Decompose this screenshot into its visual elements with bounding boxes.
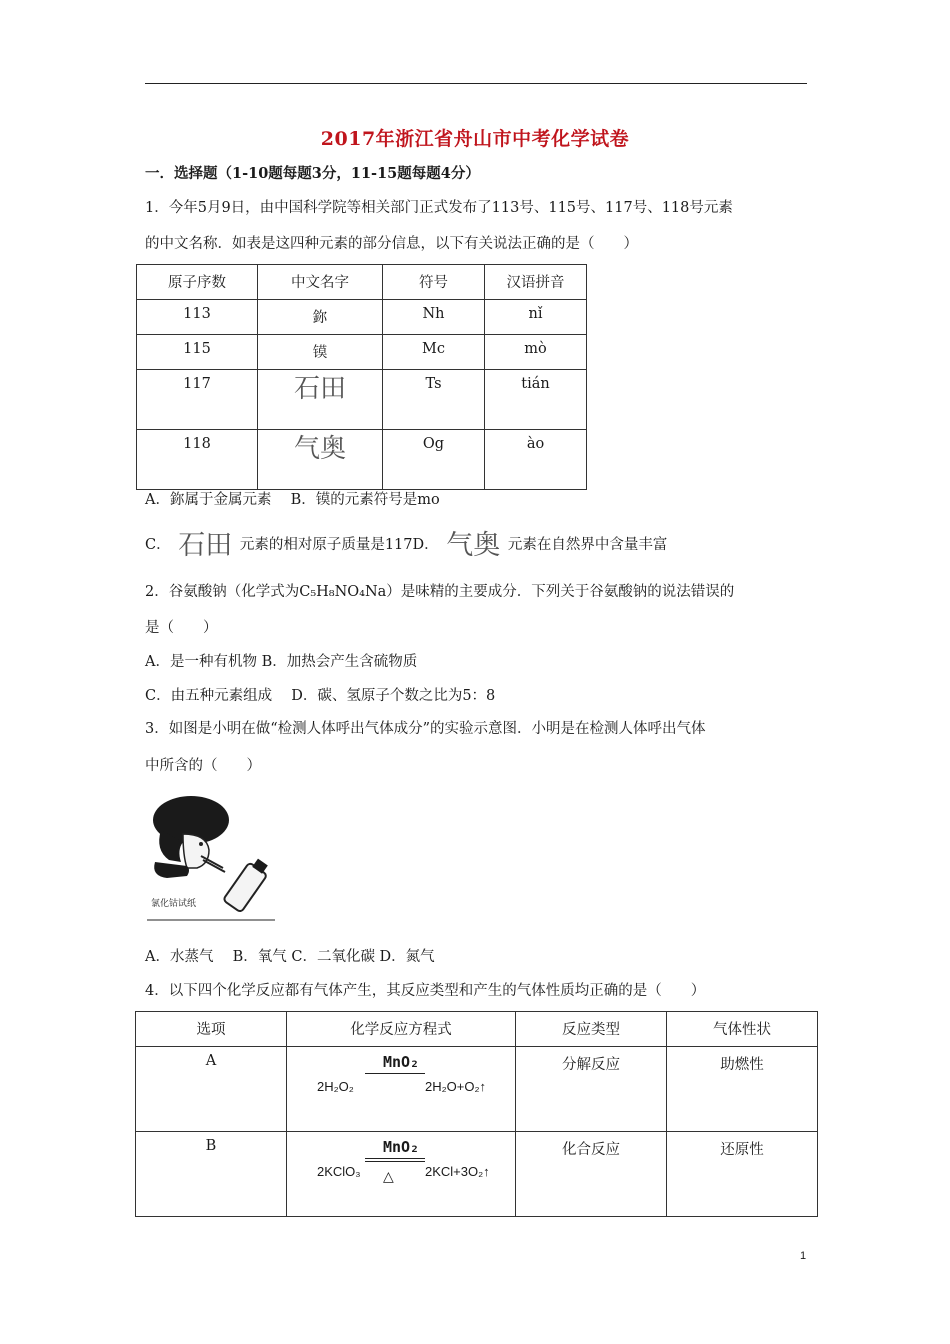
reaction-type: 分解反应 <box>516 1047 667 1132</box>
option-letter: A <box>136 1047 287 1132</box>
q3-stem-line1: 3．如图是小明在做“检测人体呼出气体成分”的实验示意图．小明是在检测人体呼出气体 <box>145 721 706 737</box>
figure-label: 氯化钴试纸 <box>151 899 197 909</box>
q1-stem-line2: 的中文名称．如表是这四种元素的部分信息，以下有关说法正确的是（ ） <box>145 236 638 252</box>
table-header: 气体性状 <box>667 1012 818 1047</box>
table-header: 化学反应方程式 <box>287 1012 516 1047</box>
element-glyph-image: 气奥 <box>446 530 501 561</box>
table-row <box>137 300 587 335</box>
option-b: B．镆的元素符号是mo <box>290 492 440 508</box>
table-row <box>136 1047 818 1132</box>
element-symbol: Mc <box>383 335 485 370</box>
reaction-table <box>135 1011 818 1217</box>
element-symbol: Ts <box>383 370 485 430</box>
products: 2KCl+3O₂↑ <box>425 1164 490 1179</box>
header-rule <box>145 83 807 84</box>
table-row <box>137 370 587 430</box>
catalyst-label: MnO₂ <box>382 1138 420 1156</box>
gas-property: 还原性 <box>667 1132 818 1217</box>
element-pinyin: ào <box>485 430 587 490</box>
atomic-number: 113 <box>137 300 258 335</box>
q4-stem: 4．以下四个化学反应都有气体产生，其反应类型和产生的气体性质均正确的是（ ） <box>145 983 706 999</box>
element-symbol: Og <box>383 430 485 490</box>
reaction-arrow <box>365 1158 425 1159</box>
option-c-text: 元素的相对原子质量是117D． <box>239 537 439 553</box>
gas-property: 助燃性 <box>667 1047 818 1132</box>
table-header: 反应类型 <box>516 1012 667 1047</box>
atomic-number: 115 <box>137 335 258 370</box>
q1-options-cd <box>145 530 668 561</box>
option-letter: B <box>136 1132 287 1217</box>
reaction-arrow <box>365 1073 425 1074</box>
section-heading: 一．选择题（1-10题每题3分，11-15题每题4分） <box>145 165 480 182</box>
atomic-number: 117 <box>137 370 258 430</box>
q1-options-ab <box>145 490 440 510</box>
option-a: A．鉨属于金属元素 <box>145 492 272 508</box>
element-symbol: Nh <box>383 300 485 335</box>
table-header: 汉语拼音 <box>485 265 587 300</box>
q3-stem-line2: 中所含的（ ） <box>145 758 261 774</box>
element-glyph-image: 石田 <box>178 530 233 561</box>
q2-options-ab: A．是一种有机物 B．加热会产生含硫物质 <box>145 654 418 670</box>
q2-stem-line2: 是（ ） <box>145 620 218 636</box>
element-pinyin: mò <box>485 335 587 370</box>
reaction-type: 化合反应 <box>516 1132 667 1217</box>
element-pinyin: nǐ <box>485 300 587 335</box>
option-d-text: 元素在自然界中含量丰富 <box>507 537 668 553</box>
experiment-figure <box>147 790 275 922</box>
element-glyph-image: 气奥 <box>293 434 346 464</box>
q2-stem-line1: 2．谷氨酸钠（化学式为C₅H₈NO₄Na）是味精的主要成分．下列关于谷氨酸钠的说法错误的 <box>145 584 735 600</box>
reaction-arrow <box>365 1161 425 1162</box>
table-header: 选项 <box>136 1012 287 1047</box>
reaction-equation <box>287 1047 516 1132</box>
products: 2H₂O+O₂↑ <box>425 1079 487 1094</box>
option-c-prefix: C． <box>145 537 171 553</box>
table-row <box>136 1132 818 1217</box>
table-row <box>137 335 587 370</box>
breathing-test-illustration <box>147 790 275 922</box>
reaction-equation <box>287 1132 516 1217</box>
table-header: 符号 <box>383 265 485 300</box>
element-glyph-image: 石田 <box>293 374 346 404</box>
table-header: 中文名字 <box>258 265 383 300</box>
heat-symbol: △ <box>383 1168 394 1184</box>
q1-stem-line1: 1．今年5月9日，由中国科学院等相关部门正式发布了113号、115号、117号、118号元素 <box>145 200 733 216</box>
element-table <box>136 264 587 490</box>
element-name: 镆 <box>258 335 383 370</box>
element-name <box>258 370 383 430</box>
atomic-number: 118 <box>137 430 258 490</box>
table-header: 原子序数 <box>137 265 258 300</box>
element-name: 鉨 <box>258 300 383 335</box>
reactants: 2KClO₃ <box>317 1164 361 1179</box>
page-number: 1 <box>800 1250 807 1262</box>
q3-options: A．水蒸气 B．氧气 C．二氧化碳 D．氮气 <box>145 949 435 965</box>
reactants: 2H₂O₂ <box>317 1079 354 1094</box>
element-name <box>258 430 383 490</box>
element-pinyin: tián <box>485 370 587 430</box>
catalyst-label: MnO₂ <box>382 1053 420 1071</box>
table-row <box>137 430 587 490</box>
q2-options-cd: C．由五种元素组成 D．碳、氢原子个数之比为5：8 <box>145 688 496 704</box>
page-title: 2017年浙江省舟山市中考化学试卷 <box>320 128 630 150</box>
